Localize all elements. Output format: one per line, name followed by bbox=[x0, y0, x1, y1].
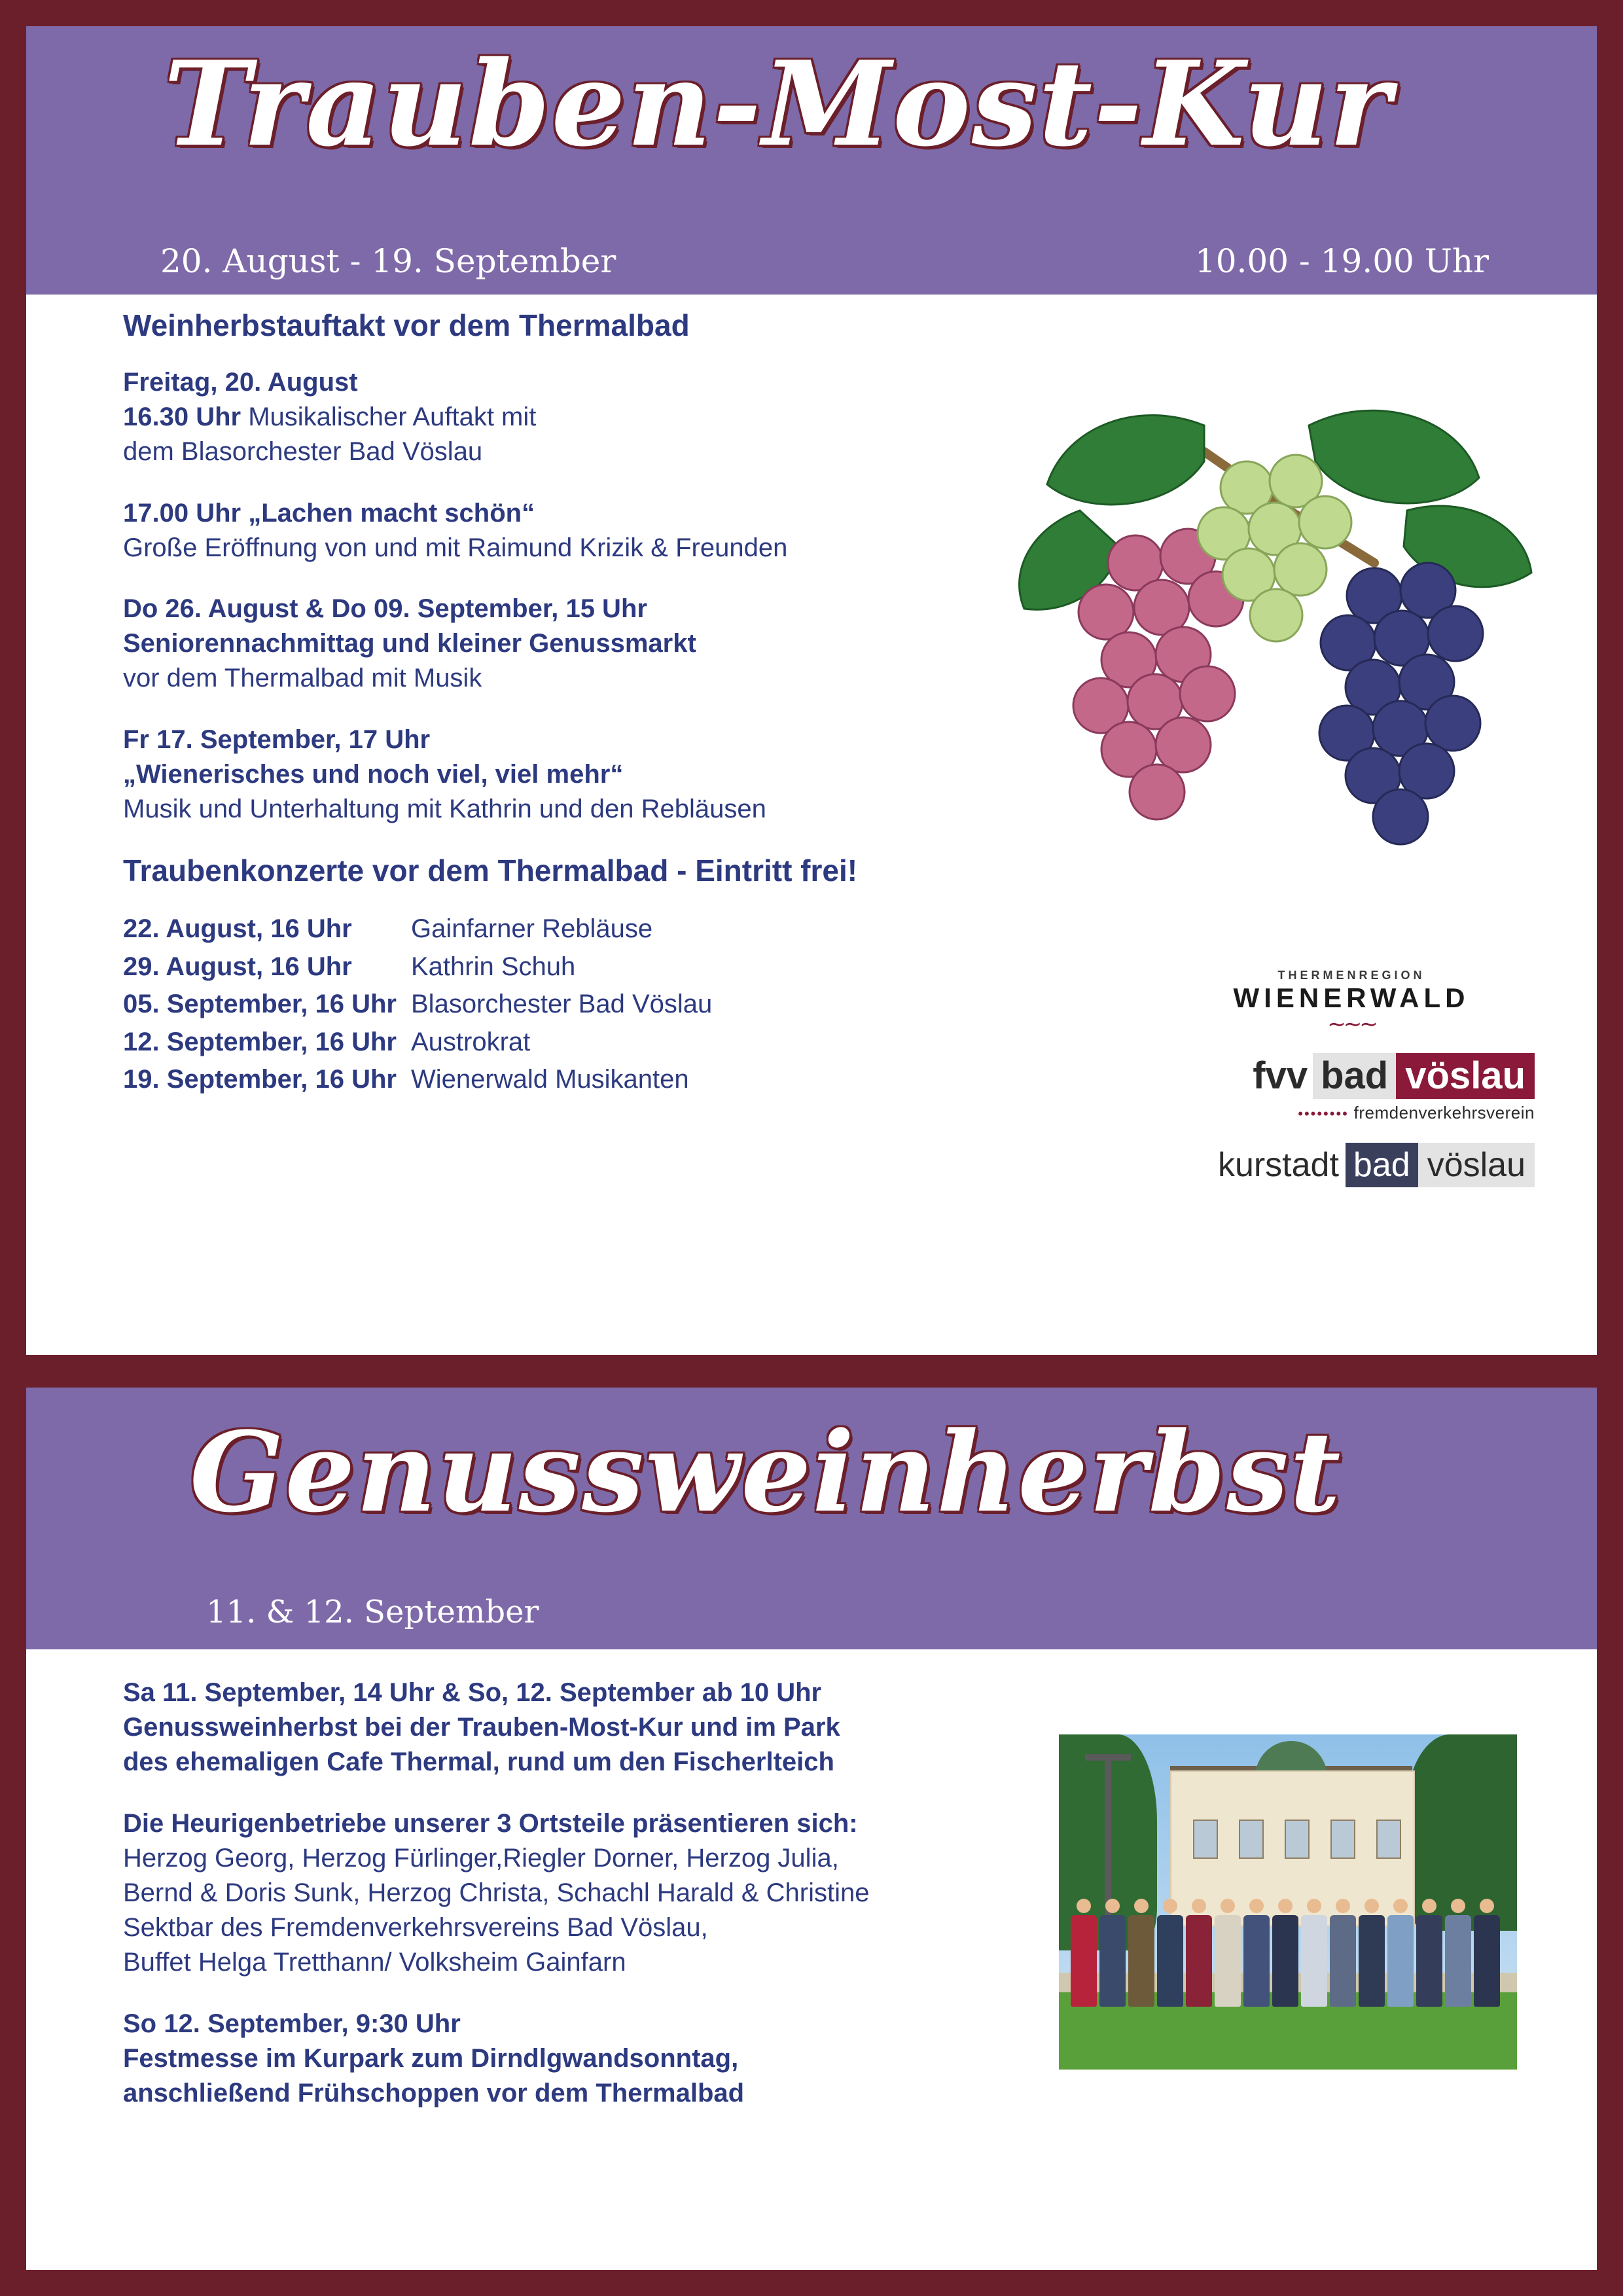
page-title-trauben-most-kur: Trauben-Most-Kur bbox=[164, 35, 1393, 172]
sunday-section bbox=[123, 2007, 1085, 2111]
genussweinherbst-date-range: 11. & 12. September bbox=[206, 1594, 539, 1630]
program-entry-title: Seniorennachmittag und kleiner Genussmarkt bbox=[123, 629, 696, 658]
logo-fvv-subtitle bbox=[1298, 1103, 1535, 1123]
wave-icon: ∼∼∼ bbox=[1327, 1012, 1376, 1037]
intro-line-2: Genussweinherbst bei der Trauben-Most-Kur und im Park bbox=[123, 1713, 840, 1742]
logo-fvv-subtitle-text: fremdenverkehrsverein bbox=[1353, 1103, 1535, 1123]
logo-fvv-initials: fvv bbox=[1253, 1054, 1308, 1098]
logo-thermenregion-label: THERMENREGION bbox=[1277, 969, 1425, 982]
concert-act: Gainfarner Rebläuse bbox=[411, 914, 653, 944]
heurigen-line: Buffet Helga Tretthann/ Volksheim Gainfarn bbox=[123, 1948, 626, 1977]
program-entry-date: Do 26. August & Do 09. September, 15 Uhr bbox=[123, 594, 647, 623]
logo-kurstadt-word: kurstadt bbox=[1217, 1146, 1339, 1185]
intro-line-3: des ehemaligen Cafe Thermal, rund um den Fischerlteich bbox=[123, 1748, 834, 1777]
concert-date: 12. September, 16 Uhr bbox=[123, 1027, 397, 1056]
heurigen-line: Bernd & Doris Sunk, Herzog Christa, Schachl Harald & Christine bbox=[123, 1878, 870, 1907]
concert-row bbox=[123, 986, 1131, 1024]
program-entry bbox=[123, 496, 1131, 565]
logo-thermenregion-wienerwald bbox=[1168, 969, 1535, 1037]
program-entry bbox=[123, 723, 1131, 827]
dotted-line-icon: •••••••• bbox=[1298, 1105, 1349, 1122]
heurigen-section bbox=[123, 1806, 1085, 1981]
photo-person bbox=[1445, 1899, 1471, 2007]
poster-two-text-column bbox=[123, 1676, 1085, 2137]
photo-person bbox=[1272, 1899, 1298, 2007]
poster-two-content bbox=[26, 1649, 1597, 2108]
grapes-illustration bbox=[1008, 347, 1544, 870]
photo-person bbox=[1128, 1899, 1154, 2007]
program-entry-title: „Wienerisches und noch viel, viel mehr“ bbox=[123, 759, 624, 789]
heurigen-line: Sektbar des Fremdenverkehrsvereins Bad Vöslau, bbox=[123, 1913, 708, 1943]
poster-genussweinherbst bbox=[26, 1388, 1597, 2270]
sunday-time: So 12. September, 9:30 Uhr bbox=[123, 2009, 461, 2038]
logo-kurstadt-voeslau: vöslau bbox=[1418, 1143, 1535, 1187]
program-entry bbox=[123, 365, 1131, 470]
photo-person bbox=[1099, 1899, 1126, 2007]
photo-person bbox=[1157, 1899, 1183, 2007]
concert-row bbox=[123, 948, 1131, 986]
program-entry-detail: vor dem Thermalbad mit Musik bbox=[123, 664, 482, 693]
logo-fvv-bad-voeslau bbox=[1168, 1053, 1535, 1123]
concert-act: Wienerwald Musikanten bbox=[411, 1065, 689, 1094]
photo-window bbox=[1285, 1820, 1310, 1859]
logo-fvv-voeslau: vöslau bbox=[1396, 1053, 1535, 1099]
program-entry-detail: dem Blasorchester Bad Vöslau bbox=[123, 437, 483, 467]
photo-window bbox=[1376, 1820, 1401, 1859]
program-entry-detail: Musik und Unterhaltung mit Kathrin und den Rebläusen bbox=[123, 794, 766, 823]
poster-one-text-column bbox=[123, 295, 1131, 1099]
photo-person bbox=[1071, 1899, 1097, 2007]
logo-kurstadt-bad: bad bbox=[1346, 1143, 1418, 1187]
photo-person bbox=[1330, 1899, 1356, 2007]
banner-genussweinherbst bbox=[26, 1388, 1597, 1649]
page-title-genussweinherbst: Genussweinherbst bbox=[190, 1407, 1342, 1537]
concert-act: Austrokrat bbox=[411, 1027, 531, 1056]
photo-person bbox=[1416, 1899, 1442, 2007]
group-photo-dirndl bbox=[1058, 1733, 1518, 2071]
program-entry-date: Fr 17. September, 17 Uhr bbox=[123, 725, 431, 754]
concert-row bbox=[123, 1024, 1131, 1062]
photo-person bbox=[1215, 1899, 1241, 2007]
photo-people-row bbox=[1065, 1882, 1510, 2007]
banner-trauben-most-kur bbox=[26, 26, 1597, 295]
logo-wienerwald-label: WIENERWALD bbox=[1233, 982, 1470, 1013]
concert-date: 19. September, 16 Uhr bbox=[123, 1065, 397, 1094]
logo-group bbox=[1168, 969, 1535, 1187]
program-entry-detail: Große Eröffnung von und mit Raimund Krizik & Freunden bbox=[123, 533, 788, 562]
sunday-detail-1: Festmesse im Kurpark zum Dirndlgwandsonntag, bbox=[123, 2043, 739, 2073]
event-opening-hours: 10.00 - 19.00 Uhr bbox=[1194, 242, 1489, 280]
program-entry-date: Freitag, 20. August bbox=[123, 368, 358, 397]
logo-kurstadt-bad-voeslau bbox=[1168, 1143, 1535, 1187]
concert-date: 22. August, 16 Uhr bbox=[123, 914, 352, 944]
photo-person bbox=[1243, 1899, 1270, 2007]
photo-window bbox=[1239, 1820, 1264, 1859]
concert-row bbox=[123, 1061, 1131, 1099]
concert-row bbox=[123, 910, 1131, 948]
photo-person bbox=[1186, 1899, 1212, 2007]
program-entry-title: Musikalischer Auftakt mit bbox=[241, 403, 537, 432]
logo-fvv-wordmark bbox=[1253, 1053, 1535, 1099]
concert-list bbox=[123, 910, 1131, 1099]
concert-date: 29. August, 16 Uhr bbox=[123, 952, 352, 981]
photo-person bbox=[1359, 1899, 1385, 2007]
section-heading-traubenkonzerte: Traubenkonzerte vor dem Thermalbad - Eintritt frei! bbox=[123, 853, 858, 888]
heurigen-line: Herzog Georg, Herzog Fürlinger,Riegler Dorner, Herzog Julia, bbox=[123, 1843, 839, 1873]
program-entry-time: 16.30 Uhr bbox=[123, 403, 241, 432]
poster-trauben-most-kur bbox=[26, 26, 1597, 1355]
photo-person bbox=[1387, 1899, 1414, 2007]
photo-person bbox=[1301, 1899, 1327, 2007]
logo-fvv-bad: bad bbox=[1313, 1053, 1396, 1099]
event-date-range: 20. August - 19. September bbox=[160, 242, 616, 280]
concert-date: 05. September, 16 Uhr bbox=[123, 990, 397, 1019]
section-heading-weinherbstauftakt: Weinherbstauftakt vor dem Thermalbad bbox=[123, 308, 690, 342]
photo-person bbox=[1474, 1899, 1500, 2007]
program-entry bbox=[123, 592, 1131, 696]
concert-act: Kathrin Schuh bbox=[411, 952, 576, 981]
poster-one-content bbox=[26, 295, 1597, 1185]
genussweinherbst-intro bbox=[123, 1676, 1085, 1780]
heurigen-heading: Die Heurigenbetriebe unserer 3 Ortsteile präsentieren sich: bbox=[123, 1808, 858, 1838]
program-entry-title: 17.00 Uhr „Lachen macht schön“ bbox=[123, 498, 535, 528]
intro-line-1: Sa 11. September, 14 Uhr & So, 12. September ab 10 Uhr bbox=[123, 1678, 822, 1707]
sunday-detail-2: anschließend Frühschoppen vor dem Thermalbad bbox=[123, 2078, 745, 2108]
concert-act: Blasorchester Bad Vöslau bbox=[411, 990, 713, 1019]
photo-window bbox=[1193, 1820, 1218, 1859]
photo-window bbox=[1330, 1820, 1355, 1859]
